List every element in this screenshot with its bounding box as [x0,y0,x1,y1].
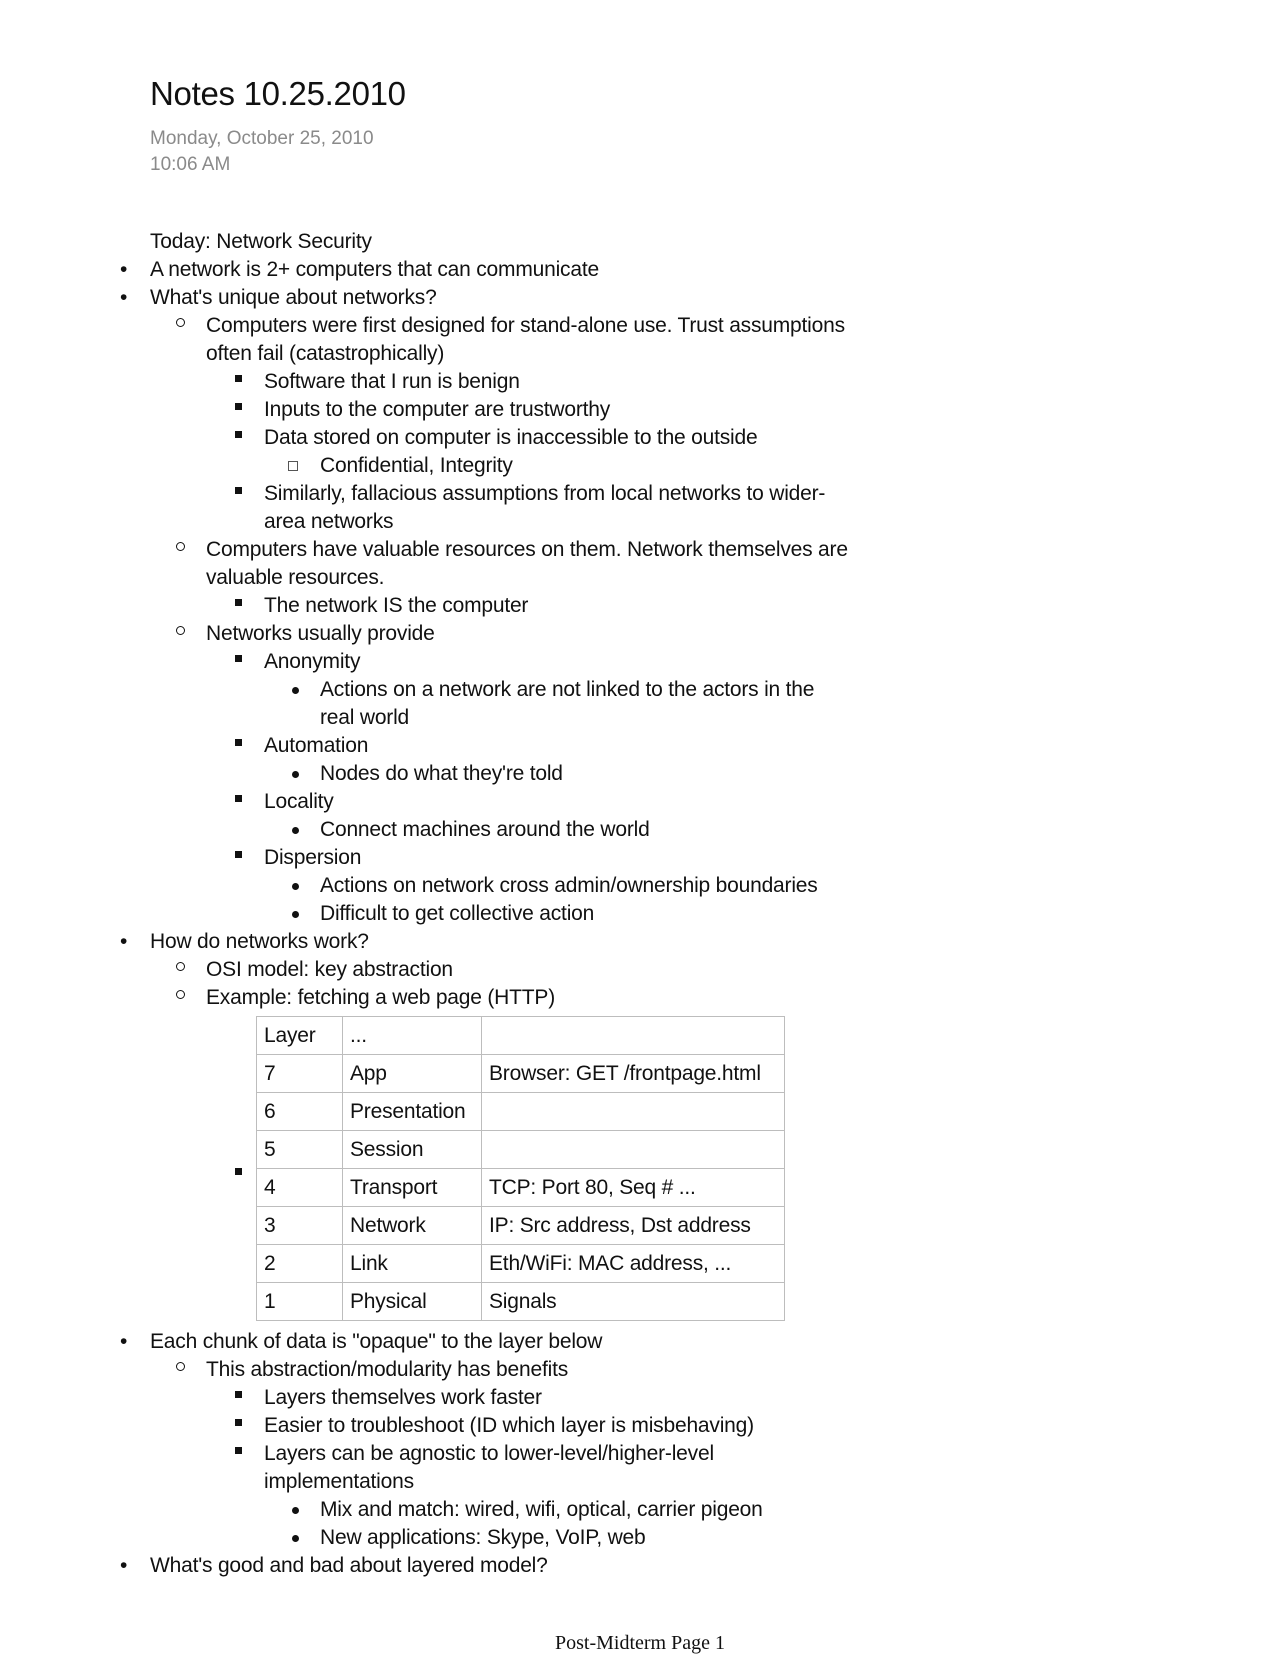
page-title: Notes 10.25.2010 [150,75,406,112]
circle-bullet [176,542,185,551]
circle-bullet [176,990,185,999]
list-item: Networks usually provide [206,622,435,645]
list-item: Locality [264,790,334,813]
circle-bullet [176,318,185,327]
table-cell [482,1093,785,1131]
table-cell: TCP: Port 80, Seq # ... [482,1169,785,1207]
square-bullet [235,795,242,802]
bullet: • [120,286,128,309]
square-bullet [235,851,242,858]
square-bullet [235,655,242,662]
table-cell: 6 [257,1093,343,1131]
table-row [257,1093,785,1131]
dot-bullet [292,911,299,918]
bullet: • [120,1330,128,1353]
table-row [257,1283,785,1321]
list-item: Actions on network cross admin/ownership boundaries [320,874,818,897]
table-row [257,1245,785,1283]
bullet: • [120,1554,128,1577]
table-row [257,1017,785,1055]
list-item: Mix and match: wired, wifi, optical, carrier pigeon [320,1498,763,1521]
table-row [257,1207,785,1245]
square-bullet [235,1168,242,1175]
table-cell: App [343,1055,482,1093]
table-cell: 4 [257,1169,343,1207]
list-item: Connect machines around the world [320,818,650,841]
page-footer: Post-Midterm Page 1 [555,1632,725,1654]
list-item: Nodes do what they're told [320,762,563,785]
list-item: This abstraction/modularity has benefits [206,1358,569,1381]
table-cell: Physical [343,1283,482,1321]
square-bullet [235,431,242,438]
table-cell: 7 [257,1055,343,1093]
list-item: Example: fetching a web page (HTTP) [206,986,555,1009]
dot-bullet [292,827,299,834]
list-item: often fail (catastrophically) [206,342,445,365]
dot-bullet [292,687,299,694]
dot-bullet [292,1535,299,1542]
table-cell [482,1131,785,1169]
table-row [257,1055,785,1093]
note-date: Monday, October 25, 2010 [150,128,374,149]
square-bullet [235,739,242,746]
table-cell [482,1017,785,1055]
table-cell: Session [343,1131,482,1169]
dot-bullet [292,771,299,778]
list-item: Layers themselves work faster [264,1386,542,1409]
table-cell: 3 [257,1207,343,1245]
list-item: area networks [264,510,394,533]
list-item: Automation [264,734,369,757]
list-item: valuable resources. [206,566,385,589]
square-bullet [235,1447,242,1454]
list-item: Computers were first designed for stand-alone use. Trust assumptions [206,314,845,337]
circle-bullet [176,962,185,971]
circle-bullet [176,626,185,635]
list-item: Similarly, fallacious assumptions from local networks to wider- [264,482,826,505]
list-item: What's good and bad about layered model? [150,1554,548,1577]
note-time: 10:06 AM [150,154,231,175]
list-item: Actions on a network are not linked to the actors in the [320,678,815,701]
table-cell: ... [343,1017,482,1055]
table-cell: 2 [257,1245,343,1283]
table-cell: IP: Src address, Dst address [482,1207,785,1245]
list-item: Confidential, Integrity [320,454,513,477]
list-item: Difficult to get collective action [320,902,595,925]
list-item: Each chunk of data is "opaque" to the layer below [150,1330,603,1353]
square-bullet [235,487,242,494]
square-bullet [235,1391,242,1398]
square-bullet [235,375,242,382]
bullet: • [120,258,128,281]
list-item: Data stored on computer is inaccessible to the outside [264,426,758,449]
table-cell: Eth/WiFi: MAC address, ... [482,1245,785,1283]
list-item: Dispersion [264,846,362,869]
square-bullet [235,599,242,606]
osi-table [256,1016,785,1321]
table-cell: 5 [257,1131,343,1169]
today-heading: Today: Network Security [150,230,372,253]
list-item: What's unique about networks? [150,286,437,309]
list-item: Layers can be agnostic to lower-level/higher-level [264,1442,714,1465]
table-cell: 1 [257,1283,343,1321]
table-cell: Layer [257,1017,343,1055]
table-cell: Transport [343,1169,482,1207]
square-bullet [235,403,242,410]
list-item: The network IS the computer [264,594,529,617]
list-item: Easier to troubleshoot (ID which layer is misbehaving) [264,1414,754,1437]
list-item: real world [320,706,410,729]
table-row [257,1131,785,1169]
table-row [257,1169,785,1207]
list-item: Anonymity [264,650,361,673]
square-bullet [235,1419,242,1426]
list-item: OSI model: key abstraction [206,958,453,981]
table-cell: Network [343,1207,482,1245]
box-bullet [288,461,298,471]
list-item: New applications: Skype, VoIP, web [320,1526,646,1549]
list-item: How do networks work? [150,930,369,953]
list-item: Software that I run is benign [264,370,520,393]
dot-bullet [292,883,299,890]
bullet: • [120,930,128,953]
table-cell: Signals [482,1283,785,1321]
list-item: A network is 2+ computers that can communicate [150,258,599,281]
list-item: Computers have valuable resources on them. Network themselves are [206,538,848,561]
list-item: implementations [264,1470,414,1493]
table-cell: Presentation [343,1093,482,1131]
circle-bullet [176,1362,185,1371]
dot-bullet [292,1507,299,1514]
table-cell: Link [343,1245,482,1283]
list-item: Inputs to the computer are trustworthy [264,398,611,421]
table-cell: Browser: GET /frontpage.html [482,1055,785,1093]
